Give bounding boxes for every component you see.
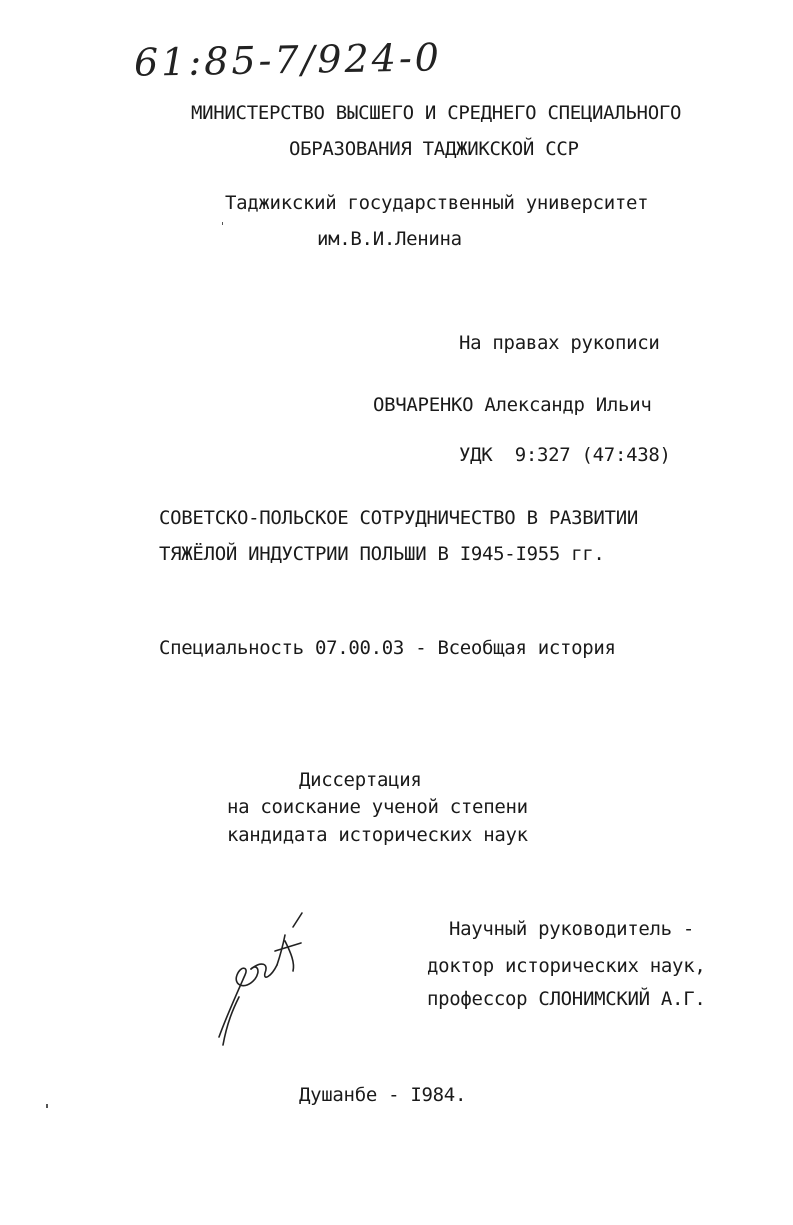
udc-code: УДК 9:327 (47:438) — [459, 444, 671, 466]
degree-line-1: Диссертация — [299, 769, 422, 791]
degree-line-2: на соискание ученой степени — [227, 796, 528, 818]
ministry-line-1: МИНИСТЕРСТВО ВЫСШЕГО И СРЕДНЕГО СПЕЦИАЛЬНОГО — [191, 102, 682, 124]
archive-code-handwritten: 61:85-7/924-0 — [133, 35, 443, 85]
manuscript-rights: На правах рукописи — [459, 332, 660, 354]
university-line-2: им.В.И.Ленина — [317, 228, 462, 250]
university-line-1: Таджикский государственный университет — [225, 192, 649, 214]
specialty: Специальность 07.00.03 - Всеобщая история — [159, 637, 616, 659]
place-and-year: Душанбе - I984. — [299, 1084, 467, 1106]
signature-scribble — [205, 905, 325, 1055]
supervisor-line-3: профессор СЛОНИМСКИЙ А.Г. — [427, 988, 706, 1010]
supervisor-line-2: доктор исторических наук, — [427, 955, 706, 977]
thesis-title-line-2: ТЯЖЁЛОЙ ИНДУСТРИИ ПОЛЬШИ В I945-I955 гг. — [159, 543, 605, 565]
author-name: ОВЧАРЕНКО Александр Ильич — [373, 394, 652, 416]
degree-line-3: кандидата исторических наук — [227, 824, 528, 846]
scan-speck — [222, 222, 223, 225]
scan-speck — [46, 1104, 48, 1108]
supervisor-line-1: Научный руководитель - — [449, 918, 695, 940]
ministry-line-2: ОБРАЗОВАНИЯ ТАДЖИКСКОЙ ССР — [289, 138, 579, 160]
thesis-title-line-1: СОВЕТСКО-ПОЛЬСКОЕ СОТРУДНИЧЕСТВО В РАЗВИТИИ — [159, 507, 638, 529]
